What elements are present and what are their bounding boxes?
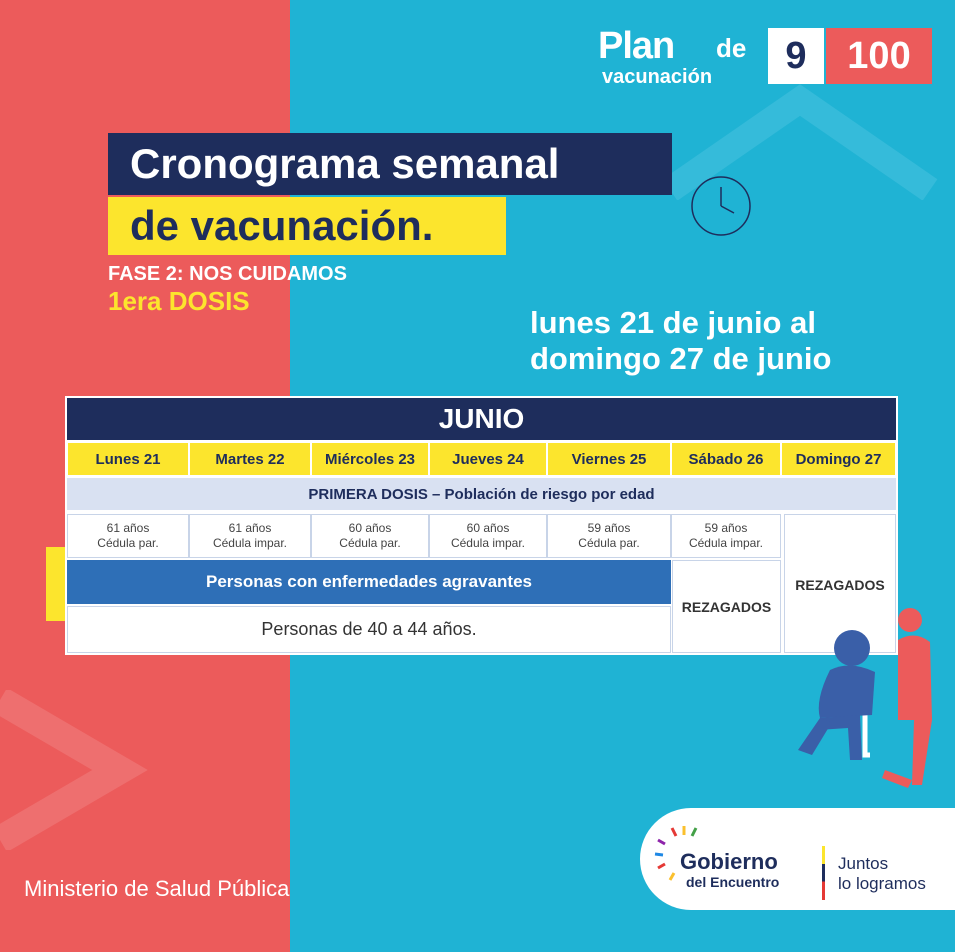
age-cell <box>67 514 189 558</box>
age-text: 59 años <box>587 521 631 535</box>
age-cell <box>189 514 311 558</box>
lo-logramos-text: lo logramos <box>838 874 926 893</box>
day-header: Jueves 24 <box>429 442 547 476</box>
age-cell <box>671 514 781 558</box>
month-header: JUNIO <box>67 398 896 440</box>
rezagados-sunday: REZAGADOS <box>784 514 896 653</box>
primera-dosis-row: PRIMERA DOSIS – Población de riesgo por edad <box>67 478 896 510</box>
day-header: Lunes 21 <box>67 442 189 476</box>
plan-vacunacion-logo <box>598 26 933 90</box>
cedula-text: Cédula par. <box>339 536 401 550</box>
vaccination-illustration-icon <box>790 600 940 790</box>
cedula-text: Cédula impar. <box>212 536 288 550</box>
dose-label: 1era DOSIS <box>108 286 250 316</box>
rezagados-saturday: REZAGADOS <box>672 560 781 653</box>
age-cell <box>547 514 671 558</box>
gobierno-divider <box>822 846 825 900</box>
date-range-line-1: lunes 21 de junio al <box>530 305 816 340</box>
day-header: Domingo 27 <box>781 442 896 476</box>
logo-number-100: 100 <box>826 28 932 84</box>
day-header: Martes 22 <box>189 442 311 476</box>
age-text: 61 años <box>106 521 150 535</box>
chevron-decoration-icon <box>0 690 150 850</box>
encuentro-text: del Encuentro <box>686 874 780 890</box>
day-header: Sábado 26 <box>671 442 781 476</box>
logo-plan-text: Plan <box>598 25 675 67</box>
age-text: 60 años <box>466 521 510 535</box>
ministerio-label: Ministerio de Salud Pública <box>24 876 290 901</box>
age-text: 61 años <box>228 521 272 535</box>
enfermedades-row: Personas con enfermedades agravantes <box>67 560 671 604</box>
age-cell <box>311 514 429 558</box>
age-text: 60 años <box>348 521 392 535</box>
clock-icon <box>690 175 752 237</box>
schedule-table <box>65 396 898 655</box>
title-line-1: Cronograma semanal <box>108 133 672 195</box>
personas-40-44-row: Personas de 40 a 44 años. <box>67 606 671 653</box>
age-cell <box>429 514 547 558</box>
cedula-text: Cédula impar. <box>450 536 526 550</box>
gobierno-text: Gobierno <box>680 849 778 874</box>
cedula-text: Cédula impar. <box>688 536 764 550</box>
cedula-text: Cédula par. <box>578 536 640 550</box>
day-header: Viernes 25 <box>547 442 671 476</box>
day-header: Miércoles 23 <box>311 442 429 476</box>
logo-vacunacion-text: vacunación <box>602 66 713 88</box>
juntos-text: Juntos <box>838 854 889 873</box>
cedula-text: Cédula par. <box>97 536 159 550</box>
date-range-line-2: domingo 27 de junio <box>530 341 832 376</box>
title-line-2: de vacunación. <box>108 197 506 255</box>
logo-number-9: 9 <box>768 28 824 84</box>
gobierno-encuentro-badge <box>640 808 955 910</box>
logo-de-text: de <box>716 33 747 63</box>
age-text: 59 años <box>704 521 748 535</box>
yellow-accent-tab <box>46 547 66 621</box>
phase-label: FASE 2: NOS CUIDAMOS <box>108 263 347 285</box>
